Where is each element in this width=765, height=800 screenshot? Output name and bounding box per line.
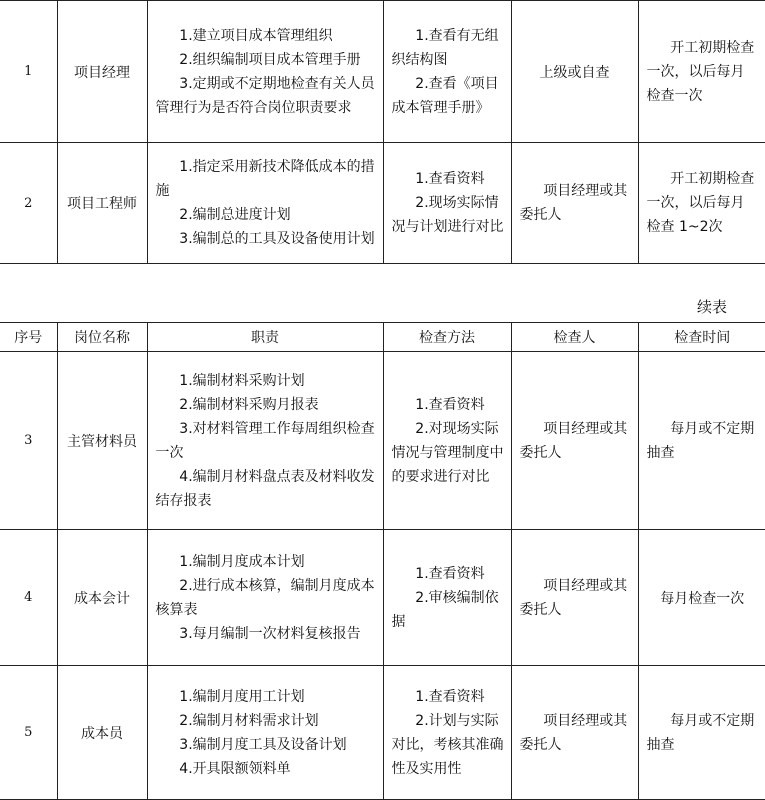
duty-item: 3.每月编制一次材料复核报告: [179, 625, 361, 642]
duties-cell: [147, 352, 383, 530]
table-row: [0, 352, 765, 530]
table-row: [0, 530, 765, 666]
method-item: 2.现场实际情况与计划进行对比: [391, 195, 504, 235]
duty-item: 3.对材料管理工作每周组织检查一次: [155, 420, 375, 461]
table-header-row: [0, 323, 765, 352]
duty-item: 3.定期或不定期地检查有关人员管理行为是否符合岗位职责要求: [155, 75, 375, 116]
inspector-cell: 项目经理或其委托人: [511, 143, 638, 264]
method-item: 1.查看资料: [415, 396, 485, 413]
duty-item: 2.编制材料采购月报表: [179, 396, 319, 413]
responsibility-table-top: [0, 0, 765, 264]
duty-item: 1.编制月度成本计划: [179, 553, 305, 570]
duties-cell: [147, 530, 383, 666]
timing-cell: 开工初期检查一次，以后每月检查一次: [638, 1, 765, 143]
method-item: 2.查看《项目成本管理手册》: [391, 75, 499, 116]
role-name: 项目工程师: [57, 143, 147, 264]
timing-cell: 每月检查一次: [638, 530, 765, 666]
role-name: 项目经理: [57, 1, 147, 143]
role-name: 主管材料员: [57, 352, 147, 530]
row-number: 2: [0, 143, 57, 264]
row-number: 4: [0, 530, 57, 666]
duty-item: 1.编制月度用工计划: [179, 688, 305, 705]
duty-item: 1.指定采用新技术降低成本的措施: [155, 159, 375, 199]
methods-cell: [383, 143, 511, 264]
inspector-cell: 项目经理或其委托人: [511, 666, 638, 800]
method-item: 2.计划与实际对比，考核其准确性及实用性: [391, 712, 504, 777]
duty-item: 4.编制月材料盘点表及材料收发结存报表: [155, 468, 375, 509]
duty-item: 4.开具限额领料单: [179, 760, 291, 777]
duty-item: 1.建立项目成本管理组织: [179, 27, 333, 44]
duty-item: 2.进行成本核算，编制月度成本核算表: [155, 577, 375, 618]
methods-cell: [383, 1, 511, 143]
methods-cell: [383, 352, 511, 530]
timing-cell: 开工初期检查一次，以后每月检查 1~2次: [638, 143, 765, 264]
table-row: [0, 666, 765, 800]
row-number: 1: [0, 1, 57, 143]
table-row: [0, 1, 765, 143]
method-item: 1.查看资料: [415, 565, 485, 582]
responsibility-table-continued: [0, 322, 765, 800]
timing-cell: 每月或不定期抽查: [638, 352, 765, 530]
duties-cell: [147, 1, 383, 143]
header-number: 序号: [0, 323, 57, 352]
duty-item: 1.编制材料采购计划: [179, 372, 305, 389]
method-item: 1.查看有无组织结构图: [391, 27, 499, 68]
duty-item: 3.编制总的工具及设备使用计划: [179, 231, 375, 247]
duty-item: 3.编制月度工具及设备计划: [179, 736, 347, 753]
duties-cell: [147, 666, 383, 800]
duty-item: 2.编制月材料需求计划: [179, 712, 319, 729]
row-number: 3: [0, 352, 57, 530]
method-item: 2.审核编制依据: [391, 589, 499, 630]
duty-item: 2.组织编制项目成本管理手册: [179, 51, 361, 68]
inspector-cell: 上级或自查: [511, 1, 638, 143]
duties-cell: [147, 143, 383, 264]
method-item: 2.对现场实际情况与管理制度中的要求进行对比: [391, 420, 504, 485]
role-name: 成本会计: [57, 530, 147, 666]
method-item: 1.查看资料: [415, 171, 485, 187]
inspector-cell: 项目经理或其委托人: [511, 530, 638, 666]
table-row: [0, 143, 765, 264]
methods-cell: [383, 666, 511, 800]
header-inspector: 检查人: [511, 323, 638, 352]
methods-cell: [383, 530, 511, 666]
duty-item: 2.编制总进度计划: [179, 207, 291, 223]
inspector-cell: 项目经理或其委托人: [511, 352, 638, 530]
header-role: 岗位名称: [57, 323, 147, 352]
method-item: 1.查看资料: [415, 688, 485, 705]
header-timing: 检查时间: [638, 323, 765, 352]
timing-cell: 每月或不定期抽查: [638, 666, 765, 800]
row-number: 5: [0, 666, 57, 800]
continued-label: 续表: [697, 298, 728, 316]
role-name: 成本员: [57, 666, 147, 800]
header-methods: 检查方法: [383, 323, 511, 352]
header-duties: 职责: [147, 323, 383, 352]
